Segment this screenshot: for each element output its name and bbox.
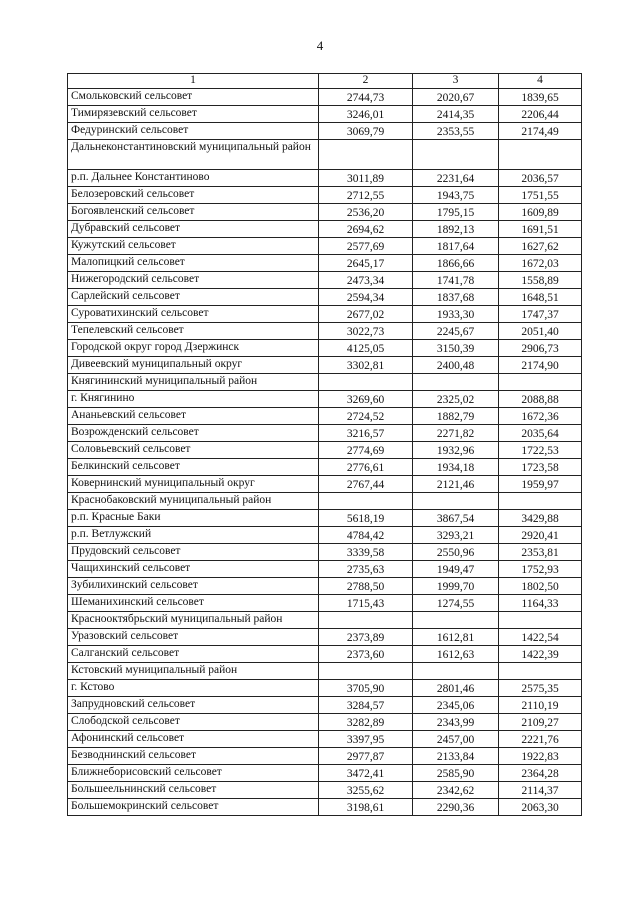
- table-row: [68, 680, 582, 697]
- row-value-col4-cell: 2575,35: [499, 680, 582, 697]
- row-value-col3-cell: 2245,67: [413, 323, 499, 340]
- row-value-col2-cell: 2694,62: [319, 221, 413, 238]
- row-value-col3-cell: [413, 612, 499, 629]
- row-name-cell: Тепелевский сельсовет: [68, 323, 319, 340]
- row-value-col3-cell: 2345,06: [413, 697, 499, 714]
- table-row: [68, 714, 582, 731]
- row-value-col2-cell: 3216,57: [319, 425, 413, 442]
- row-value-col4-cell: [499, 493, 582, 510]
- row-value-col4-cell: 2063,30: [499, 799, 582, 816]
- table-row: [68, 221, 582, 238]
- row-name-cell: Салганский сельсовет: [68, 646, 319, 663]
- row-value-col4-cell: 2051,40: [499, 323, 582, 340]
- row-name-cell: Малопицкий сельсовет: [68, 255, 319, 272]
- row-value-col3-cell: 1741,78: [413, 272, 499, 289]
- row-name-cell: Смольковский сельсовет: [68, 89, 319, 106]
- row-value-col3-cell: [413, 374, 499, 391]
- row-value-col3-cell: 1932,96: [413, 442, 499, 459]
- row-value-col3-cell: 1882,79: [413, 408, 499, 425]
- row-value-col2-cell: [319, 493, 413, 510]
- row-value-col2-cell: 2724,52: [319, 408, 413, 425]
- row-name-cell: Дубравский сельсовет: [68, 221, 319, 238]
- row-name-cell: г. Княгинино: [68, 391, 319, 408]
- row-value-col3-cell: 2353,55: [413, 123, 499, 140]
- row-value-col3-cell: 2342,62: [413, 782, 499, 799]
- table-row: [68, 204, 582, 221]
- column-header-4: 4: [499, 74, 582, 89]
- table-row: [68, 255, 582, 272]
- row-value-col3-cell: 1934,18: [413, 459, 499, 476]
- row-value-col3-cell: 2343,99: [413, 714, 499, 731]
- row-name-cell: Дальнеконстантиновский муниципальный район: [68, 140, 319, 170]
- table-row: [68, 782, 582, 799]
- row-value-col2-cell: 3011,89: [319, 170, 413, 187]
- table-row: [68, 89, 582, 106]
- row-name-cell: Сарлейский сельсовет: [68, 289, 319, 306]
- row-name-cell: Краснобаковский муниципальный район: [68, 493, 319, 510]
- table-row: [68, 391, 582, 408]
- row-value-col4-cell: 2353,81: [499, 544, 582, 561]
- row-value-col2-cell: 3284,57: [319, 697, 413, 714]
- row-value-col2-cell: 4784,42: [319, 527, 413, 544]
- row-name-cell: Дивеевский муниципальный округ: [68, 357, 319, 374]
- row-value-col2-cell: 3302,81: [319, 357, 413, 374]
- row-value-col2-cell: 3705,90: [319, 680, 413, 697]
- table-row: [68, 544, 582, 561]
- row-name-cell: Федуринский сельсовет: [68, 123, 319, 140]
- table-row: [68, 425, 582, 442]
- row-name-cell: Чащихинский сельсовет: [68, 561, 319, 578]
- row-value-col2-cell: 2536,20: [319, 204, 413, 221]
- table-row: [68, 187, 582, 204]
- row-value-col4-cell: 1802,50: [499, 578, 582, 595]
- table-row: [68, 123, 582, 140]
- row-value-col2-cell: 2744,73: [319, 89, 413, 106]
- row-value-col4-cell: 1839,65: [499, 89, 582, 106]
- row-value-col4-cell: 1164,33: [499, 595, 582, 612]
- row-value-col2-cell: [319, 663, 413, 680]
- row-value-col3-cell: 3150,39: [413, 340, 499, 357]
- row-value-col2-cell: 3198,61: [319, 799, 413, 816]
- row-value-col3-cell: 2121,46: [413, 476, 499, 493]
- table-row: [68, 323, 582, 340]
- row-value-col3-cell: 2400,48: [413, 357, 499, 374]
- row-value-col4-cell: [499, 612, 582, 629]
- row-value-col2-cell: 2473,34: [319, 272, 413, 289]
- row-value-col3-cell: 1817,64: [413, 238, 499, 255]
- row-value-col4-cell: 1752,93: [499, 561, 582, 578]
- row-name-cell: Богоявленский сельсовет: [68, 204, 319, 221]
- row-value-col2-cell: [319, 612, 413, 629]
- column-header-1: 1: [68, 74, 319, 89]
- row-value-col4-cell: 2920,41: [499, 527, 582, 544]
- row-value-col3-cell: 2020,67: [413, 89, 499, 106]
- table-row: [68, 731, 582, 748]
- table-row: [68, 289, 582, 306]
- row-name-cell: Княгининский муниципальный район: [68, 374, 319, 391]
- row-name-cell: Ковернинский муниципальный округ: [68, 476, 319, 493]
- row-value-col4-cell: 2906,73: [499, 340, 582, 357]
- row-value-col2-cell: 2767,44: [319, 476, 413, 493]
- table-row: [68, 765, 582, 782]
- column-header-2: 2: [319, 74, 413, 89]
- row-value-col4-cell: 1558,89: [499, 272, 582, 289]
- row-value-col4-cell: 1922,83: [499, 748, 582, 765]
- table-row: [68, 595, 582, 612]
- row-value-col4-cell: [499, 663, 582, 680]
- row-name-cell: р.п. Ветлужский: [68, 527, 319, 544]
- row-value-col4-cell: [499, 140, 582, 170]
- row-value-col3-cell: 1274,55: [413, 595, 499, 612]
- row-value-col3-cell: 2550,96: [413, 544, 499, 561]
- row-value-col4-cell: 1609,89: [499, 204, 582, 221]
- row-value-col2-cell: 3246,01: [319, 106, 413, 123]
- row-value-col4-cell: 1747,37: [499, 306, 582, 323]
- row-value-col3-cell: 2133,84: [413, 748, 499, 765]
- table-row: [68, 306, 582, 323]
- row-value-col2-cell: 2677,02: [319, 306, 413, 323]
- row-value-col2-cell: 3472,41: [319, 765, 413, 782]
- row-value-col2-cell: 2577,69: [319, 238, 413, 255]
- row-value-col3-cell: 2457,00: [413, 731, 499, 748]
- table-row: [68, 408, 582, 425]
- row-value-col2-cell: 3269,60: [319, 391, 413, 408]
- table-row: [68, 357, 582, 374]
- row-value-col2-cell: 3282,89: [319, 714, 413, 731]
- row-value-col3-cell: [413, 663, 499, 680]
- row-value-col3-cell: 3293,21: [413, 527, 499, 544]
- row-name-cell: Зубилихинский сельсовет: [68, 578, 319, 595]
- row-value-col4-cell: 2206,44: [499, 106, 582, 123]
- row-value-col4-cell: 1648,51: [499, 289, 582, 306]
- row-name-cell: Нижегородский сельсовет: [68, 272, 319, 289]
- column-header-3: 3: [413, 74, 499, 89]
- row-name-cell: Большеельнинский сельсовет: [68, 782, 319, 799]
- row-name-cell: Запрудновский сельсовет: [68, 697, 319, 714]
- row-value-col4-cell: 2114,37: [499, 782, 582, 799]
- row-value-col2-cell: 2373,60: [319, 646, 413, 663]
- table-row: [68, 476, 582, 493]
- row-value-col2-cell: 2735,63: [319, 561, 413, 578]
- row-value-col2-cell: 3397,95: [319, 731, 413, 748]
- table-row: [68, 561, 582, 578]
- row-value-col4-cell: 2036,57: [499, 170, 582, 187]
- row-value-col2-cell: 3022,73: [319, 323, 413, 340]
- row-value-col4-cell: 1722,53: [499, 442, 582, 459]
- row-name-cell: Прудовский сельсовет: [68, 544, 319, 561]
- row-value-col3-cell: 2231,64: [413, 170, 499, 187]
- row-value-col2-cell: 2774,69: [319, 442, 413, 459]
- row-value-col2-cell: 2645,17: [319, 255, 413, 272]
- row-name-cell: Кужутский сельсовет: [68, 238, 319, 255]
- row-name-cell: Шеманихинский сельсовет: [68, 595, 319, 612]
- row-value-col4-cell: 2174,49: [499, 123, 582, 140]
- row-name-cell: Краснооктябрьский муниципальный район: [68, 612, 319, 629]
- table-row: [68, 629, 582, 646]
- row-value-col3-cell: 1943,75: [413, 187, 499, 204]
- table-body: [68, 89, 582, 816]
- row-value-col3-cell: 3867,54: [413, 510, 499, 527]
- row-name-cell: р.п. Дальнее Константиново: [68, 170, 319, 187]
- row-name-cell: Безводнинский сельсовет: [68, 748, 319, 765]
- row-value-col2-cell: 2776,61: [319, 459, 413, 476]
- row-value-col4-cell: 1691,51: [499, 221, 582, 238]
- table-row: [68, 442, 582, 459]
- row-name-cell: Афонинский сельсовет: [68, 731, 319, 748]
- row-value-col4-cell: 2364,28: [499, 765, 582, 782]
- row-value-col3-cell: 1892,13: [413, 221, 499, 238]
- table-row: [68, 272, 582, 289]
- row-value-col2-cell: [319, 140, 413, 170]
- row-value-col4-cell: 2174,90: [499, 357, 582, 374]
- table-row: [68, 493, 582, 510]
- row-value-col3-cell: 1866,66: [413, 255, 499, 272]
- table-row: [68, 697, 582, 714]
- row-value-col3-cell: 2414,35: [413, 106, 499, 123]
- row-name-cell: г. Кстово: [68, 680, 319, 697]
- table-row: [68, 459, 582, 476]
- table-row: [68, 238, 582, 255]
- row-value-col3-cell: [413, 493, 499, 510]
- row-name-cell: Тимирязевский сельсовет: [68, 106, 319, 123]
- row-name-cell: Ближнеборисовский сельсовет: [68, 765, 319, 782]
- row-value-col3-cell: [413, 140, 499, 170]
- row-name-cell: Большемокринский сельсовет: [68, 799, 319, 816]
- row-value-col2-cell: 4125,05: [319, 340, 413, 357]
- row-value-col2-cell: 1715,43: [319, 595, 413, 612]
- table-row: [68, 799, 582, 816]
- row-value-col4-cell: 1959,97: [499, 476, 582, 493]
- table-row: [68, 578, 582, 595]
- row-value-col4-cell: [499, 374, 582, 391]
- row-value-col4-cell: 1672,03: [499, 255, 582, 272]
- row-value-col2-cell: 2594,34: [319, 289, 413, 306]
- row-value-col3-cell: 1612,63: [413, 646, 499, 663]
- row-name-cell: Возрожденский сельсовет: [68, 425, 319, 442]
- row-value-col3-cell: 1795,15: [413, 204, 499, 221]
- table-row: [68, 106, 582, 123]
- row-value-col3-cell: 1933,30: [413, 306, 499, 323]
- row-value-col3-cell: 2801,46: [413, 680, 499, 697]
- table-row: [68, 374, 582, 391]
- table-row: [68, 170, 582, 187]
- row-value-col3-cell: 2271,82: [413, 425, 499, 442]
- row-name-cell: Городской округ город Дзержинск: [68, 340, 319, 357]
- header-row: [68, 74, 582, 89]
- row-value-col3-cell: 2325,02: [413, 391, 499, 408]
- row-value-col4-cell: 2109,27: [499, 714, 582, 731]
- row-name-cell: Уразовский сельсовет: [68, 629, 319, 646]
- row-value-col4-cell: 2221,76: [499, 731, 582, 748]
- row-name-cell: Слободской сельсовет: [68, 714, 319, 731]
- row-value-col4-cell: 1672,36: [499, 408, 582, 425]
- row-name-cell: Белозеровский сельсовет: [68, 187, 319, 204]
- row-value-col3-cell: 2290,36: [413, 799, 499, 816]
- row-name-cell: Соловьевский сельсовет: [68, 442, 319, 459]
- row-value-col2-cell: 2977,87: [319, 748, 413, 765]
- row-value-col2-cell: 5618,19: [319, 510, 413, 527]
- row-value-col4-cell: 2088,88: [499, 391, 582, 408]
- row-value-col4-cell: 1751,55: [499, 187, 582, 204]
- row-value-col4-cell: 1627,62: [499, 238, 582, 255]
- row-value-col3-cell: 1999,70: [413, 578, 499, 595]
- table-row: [68, 748, 582, 765]
- row-value-col3-cell: 2585,90: [413, 765, 499, 782]
- row-name-cell: Ананьевский сельсовет: [68, 408, 319, 425]
- row-value-col2-cell: 3255,62: [319, 782, 413, 799]
- row-value-col4-cell: 2110,19: [499, 697, 582, 714]
- row-value-col2-cell: 3339,58: [319, 544, 413, 561]
- table-row: [68, 527, 582, 544]
- table-row: [68, 646, 582, 663]
- row-value-col4-cell: 1422,39: [499, 646, 582, 663]
- row-value-col2-cell: 2373,89: [319, 629, 413, 646]
- row-value-col2-cell: 2712,55: [319, 187, 413, 204]
- row-value-col2-cell: [319, 374, 413, 391]
- row-value-col2-cell: 2788,50: [319, 578, 413, 595]
- table-row: [68, 140, 582, 170]
- table-row: [68, 510, 582, 527]
- row-value-col4-cell: 1422,54: [499, 629, 582, 646]
- row-value-col3-cell: 1612,81: [413, 629, 499, 646]
- row-name-cell: Белкинский сельсовет: [68, 459, 319, 476]
- row-value-col4-cell: 3429,88: [499, 510, 582, 527]
- row-name-cell: Кстовский муниципальный район: [68, 663, 319, 680]
- table-row: [68, 612, 582, 629]
- table-row: [68, 663, 582, 680]
- row-value-col4-cell: 2035,64: [499, 425, 582, 442]
- row-name-cell: р.п. Красные Баки: [68, 510, 319, 527]
- table-row: [68, 340, 582, 357]
- page-number: 4: [316, 38, 324, 53]
- row-value-col3-cell: 1949,47: [413, 561, 499, 578]
- row-value-col3-cell: 1837,68: [413, 289, 499, 306]
- data-table: [67, 73, 582, 816]
- row-value-col2-cell: 3069,79: [319, 123, 413, 140]
- row-name-cell: Суроватихинский сельсовет: [68, 306, 319, 323]
- row-value-col4-cell: 1723,58: [499, 459, 582, 476]
